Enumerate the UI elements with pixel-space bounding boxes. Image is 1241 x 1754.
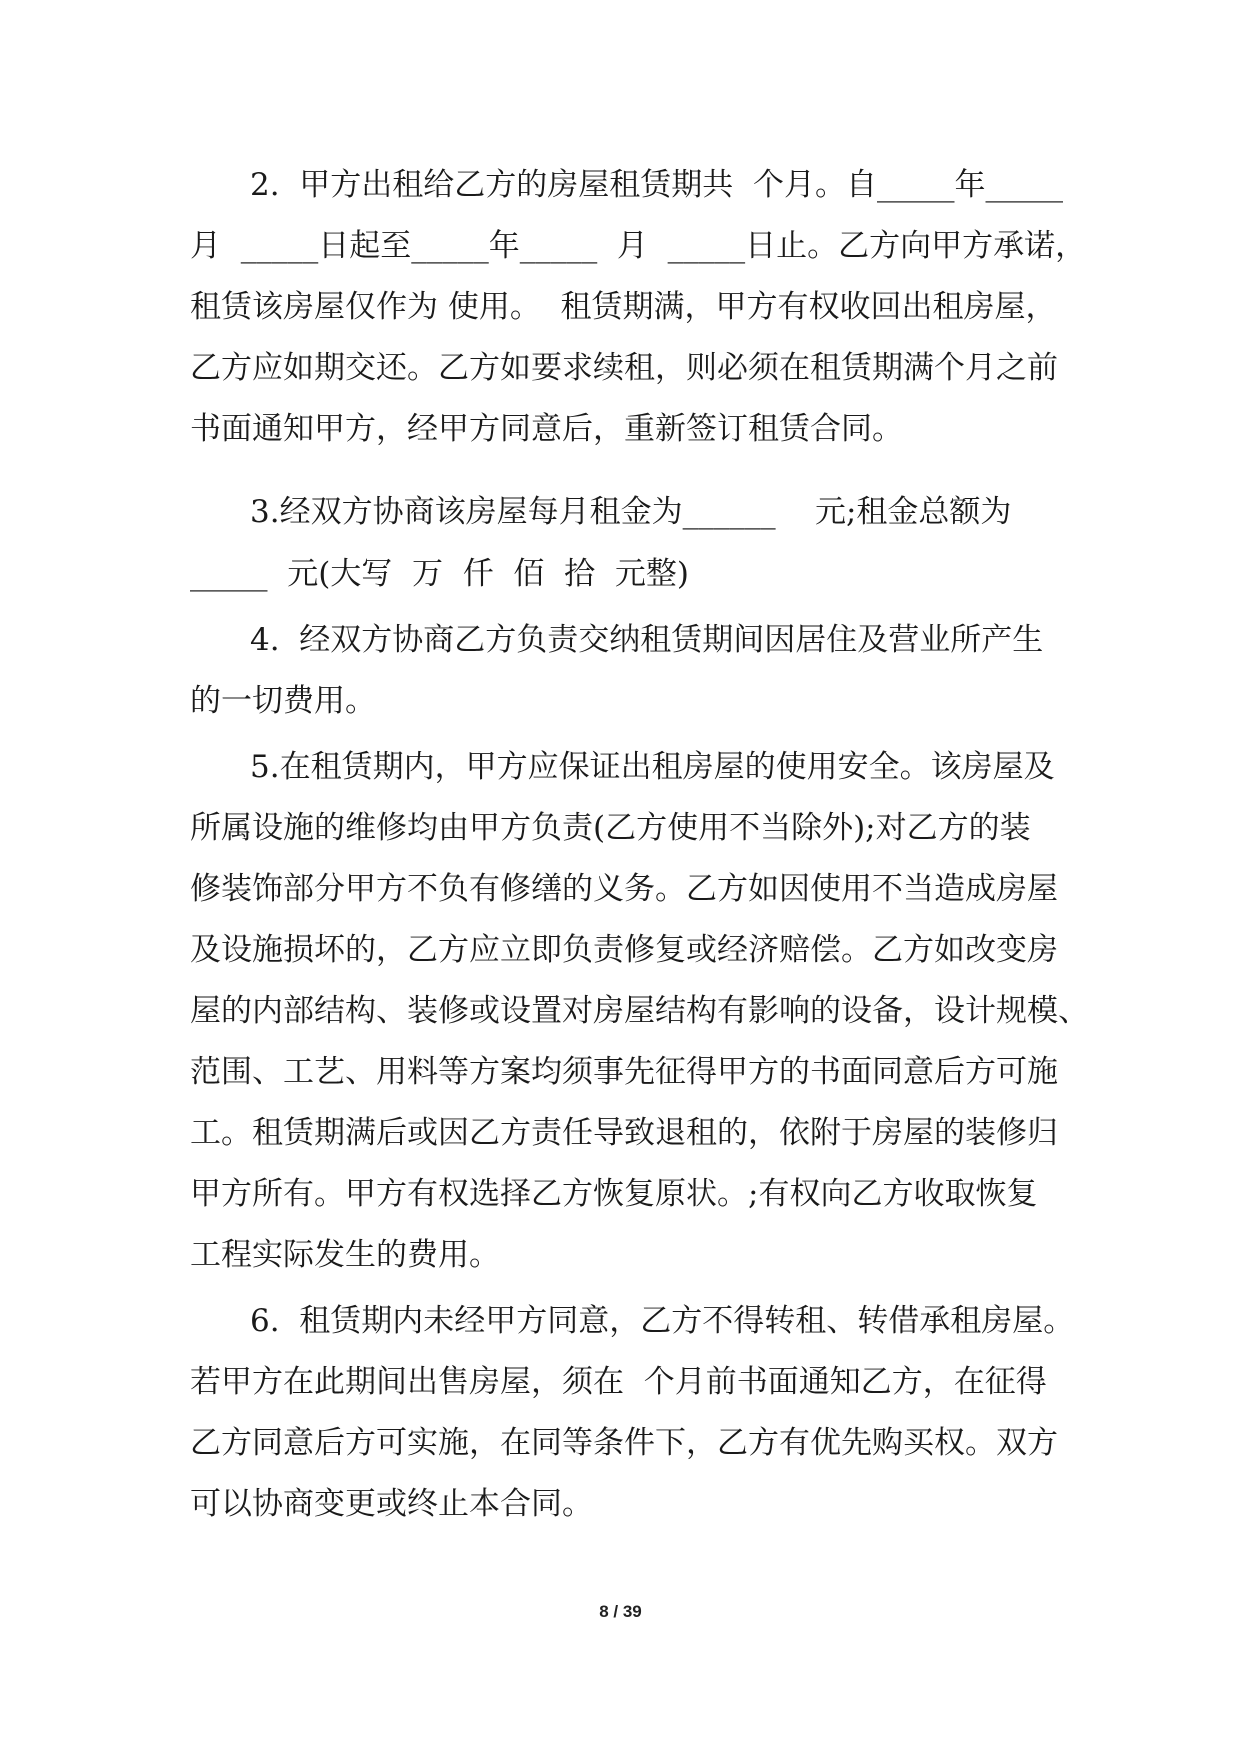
clause-5-line-3: 修装饰部分甲方不负有修缮的义务。乙方如因使用不当造成房屋 <box>190 871 1058 907</box>
clause-5-line-2: 所属设施的维修均由甲方负责(乙方使用不当除外);对乙方的装 <box>190 810 1031 846</box>
clause-2-line-4: 乙方应如期交还。乙方如要求续租，则必须在租赁期满个月之前 <box>190 350 1058 386</box>
clause-2-line-1: 2. 甲方出租给乙方的房屋租赁期共 个月。自_____年_____ <box>250 167 1063 203</box>
clause-6-line-3: 乙方同意后方可实施，在同等条件下，乙方有优先购买权。双方 <box>190 1425 1058 1461</box>
clause-6-line-1: 6. 租赁期内未经甲方同意，乙方不得转租、转借承租房屋。 <box>250 1303 1075 1339</box>
clause-4-line-2: 的一切费用。 <box>190 683 376 719</box>
clause-5-line-1: 5.在租赁期内，甲方应保证出租房屋的使用安全。该房屋及 <box>250 749 1055 785</box>
clause-6-line-2: 若甲方在此期间出售房屋，须在 个月前书面通知乙方，在征得 <box>190 1364 1047 1400</box>
clause-6-line-4: 可以协商变更或终止本合同。 <box>190 1486 593 1522</box>
page-number: 8 / 39 <box>599 1602 642 1621</box>
clause-5-line-9: 工程实际发生的费用。 <box>190 1237 500 1273</box>
clause-5-line-8: 甲方所有。甲方有权选择乙方恢复原状。;有权向乙方收取恢复 <box>190 1176 1038 1212</box>
clause-2-line-5: 书面通知甲方，经甲方同意后，重新签订租赁合同。 <box>190 411 903 447</box>
clause-5-line-6: 范围、工艺、用料等方案均须事先征得甲方的书面同意后方可施 <box>190 1054 1058 1090</box>
clause-5-line-7: 工。租赁期满后或因乙方责任导致退租的，依附于房屋的装修归 <box>190 1115 1058 1151</box>
clause-5-line-5: 屋的内部结构、装修或设置对房屋结构有影响的设备，设计规模、 <box>190 993 1089 1029</box>
clause-2-line-3: 租赁该房屋仅作为 使用。 租赁期满，甲方有权收回出租房屋， <box>190 289 1057 325</box>
clause-5-line-4: 及设施损坏的，乙方应立即负责修复或经济赔偿。乙方如改变房 <box>190 932 1058 968</box>
clause-4-line-1: 4. 经双方协商乙方负责交纳租赁期间因居住及营业所产生 <box>250 622 1044 658</box>
clause-3-line-2: _____ 元(大写 万 仟 佰 拾 元整) <box>190 556 689 592</box>
clause-2-line-2: 月 _____日起至_____年_____ 月 _____日止。乙方向甲方承诺， <box>190 228 1087 264</box>
clause-3-line-1: 3.经双方协商该房屋每月租金为______ 元;租金总额为 <box>250 494 1012 530</box>
